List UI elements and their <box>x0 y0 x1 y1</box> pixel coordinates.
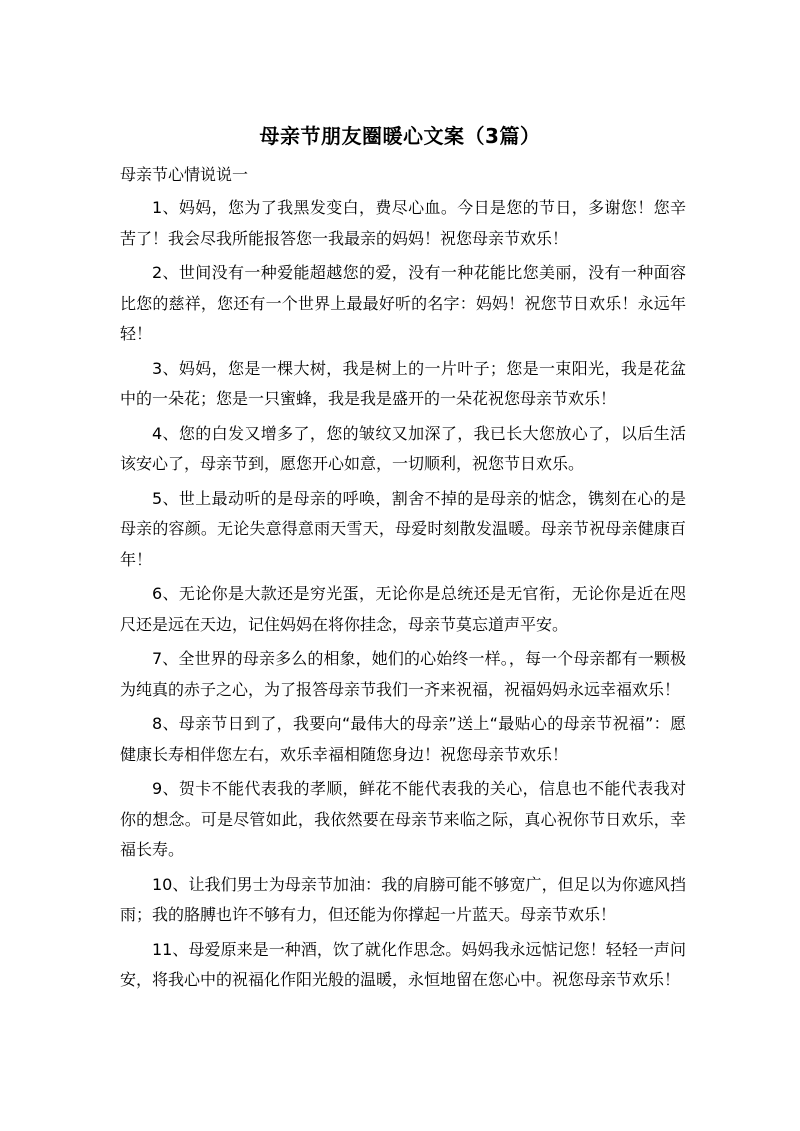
paragraph-list <box>120 193 686 1000</box>
section-subtitle: 母亲节心情说说一 <box>120 165 249 184</box>
paragraph-4: 4、您的白发又增多了，您的皱纹又加深了，我已长大您放心了，以后生活该安心了，母亲节到，愿您开心如意，一切顺利，祝您节日欢乐。 <box>120 423 686 473</box>
paragraph-8: 8、母亲节日到了，我要向“最伟大的母亲”送上“最贴心的母亲节祝福”：愿健康长寿相伴您左右，欢乐幸福相随您身边！祝您母亲节欢乐！ <box>120 714 686 764</box>
paragraph-5: 5、世上最动听的是母亲的呼唤，割舍不掉的是母亲的惦念，镌刻在心的是母亲的容颜。无论失意得意雨天雪天，母爱时刻散发温暖。母亲节祝母亲健康百年！ <box>120 488 686 569</box>
paragraph-1: 1、妈妈，您为了我黑发变白，费尽心血。今日是您的节日，多谢您！您辛苦了！我会尽我所能报答您一我最亲的妈妈！祝您母亲节欢乐！ <box>120 198 686 248</box>
paragraph-11: 11、母爱原来是一种酒，饮了就化作思念。妈妈我永远惦记您！轻轻一声问安，将我心中的祝福化作阳光般的温暖，永恒地留在您心中。祝您母亲节欢乐！ <box>120 939 686 989</box>
paragraph-7: 7、全世界的母亲多么的相象，她们的心始终一样。，每一个母亲都有一颗极为纯真的赤子之心，为了报答母亲节我们一齐来祝福，祝福妈妈永远幸福欢乐！ <box>120 649 686 699</box>
paragraph-3: 3、妈妈，您是一棵大树，我是树上的一片叶子；您是一束阳光，我是花盆中的一朵花；您是一只蜜蜂，我是我是盛开的一朵花祝您母亲节欢乐！ <box>120 358 686 408</box>
paragraph-10: 10、让我们男士为母亲节加油：我的肩膀可能不够宽广，但足以为你遮风挡雨；我的胳膊也许不够有力，但还能为你撑起一片蓝天。母亲节欢乐！ <box>120 874 686 924</box>
paragraph-9: 9、贺卡不能代表我的孝顺，鲜花不能代表我的关心，信息也不能代表我对你的想念。可是尽管如此，我依然要在母亲节来临之际，真心祝你节日欢乐，幸福长寿。 <box>120 779 686 859</box>
paragraph-6: 6、无论你是大款还是穷光蛋，无论你是总统还是无官衔，无论你是近在咫尺还是远在天边，记住妈妈在将你挂念，母亲节莫忘道声平安。 <box>120 584 686 634</box>
paragraph-2: 2、世间没有一种爱能超越您的爱，没有一种花能比您美丽，没有一种面容比您的慈祥，您还有一个世界上最最好听的名字：妈妈！祝您节日欢乐！永远年轻！ <box>120 263 686 343</box>
document-title: 母亲节朋友圈暖心文案（3篇） <box>259 124 541 148</box>
